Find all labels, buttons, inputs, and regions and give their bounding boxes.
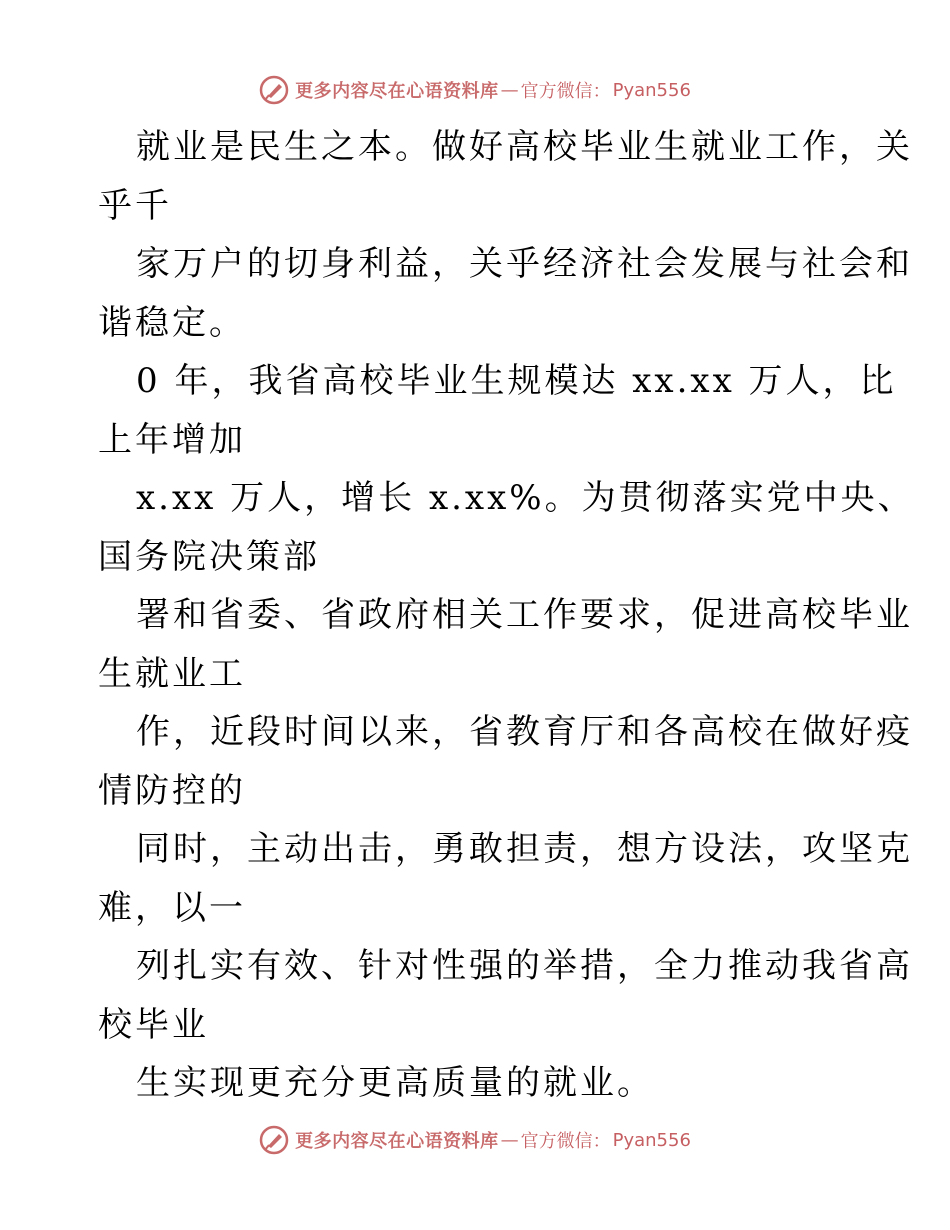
document-body [98, 118, 915, 1113]
watermark-wechat-id: Pyan556 [612, 1129, 691, 1151]
document-line: 就业是民生之本。做好高校毕业生就业工作，关 [136, 127, 913, 167]
document-line: 情防控的 [98, 770, 246, 811]
document-line: 上年增加 [98, 419, 246, 460]
document-line: 难，以一 [98, 887, 246, 928]
document-line: 作，近段时间以来，省教育厅和各高校在做好疫 [136, 712, 913, 752]
document-line: x.xx 万人，增长 x.xx%。为贯彻落实党中央、 [136, 478, 915, 518]
pen-logo-icon [259, 1125, 289, 1155]
document-line: 生就业工 [98, 653, 246, 694]
document-line: 家万户的切身利益，关乎经济社会发展与社会和 [136, 244, 913, 284]
pen-logo-icon [259, 75, 289, 105]
document-line: 校毕业 [98, 1004, 209, 1045]
document-line: 0 年，我省高校毕业生规模达 xx.xx 万人，比 [136, 361, 897, 401]
document-line: 国务院决策部 [98, 536, 320, 577]
footer-watermark [0, 1120, 950, 1160]
watermark-main-text: 更多内容尽在心语资料库 [295, 81, 499, 102]
header-watermark [0, 70, 950, 110]
watermark-wechat-id: Pyan556 [612, 79, 691, 101]
document-line: 乎千 [98, 185, 172, 226]
watermark-dash: — [500, 79, 519, 101]
document-line: 署和省委、省政府相关工作要求，促进高校毕业 [136, 595, 913, 635]
document-line: 同时，主动出击，勇敢担责，想方设法，攻坚克 [136, 829, 913, 869]
document-line: 谐稳定。 [98, 302, 246, 343]
document-line: 生实现更充分更高质量的就业。 [136, 1063, 654, 1103]
watermark-dash: — [500, 1129, 519, 1151]
watermark-sub-text: 官方微信： [520, 81, 611, 102]
document-line: 列扎实有效、针对性强的举措，全力推动我省高 [136, 946, 913, 986]
watermark-main-text: 更多内容尽在心语资料库 [295, 1131, 499, 1152]
watermark-sub-text: 官方微信： [520, 1131, 611, 1152]
